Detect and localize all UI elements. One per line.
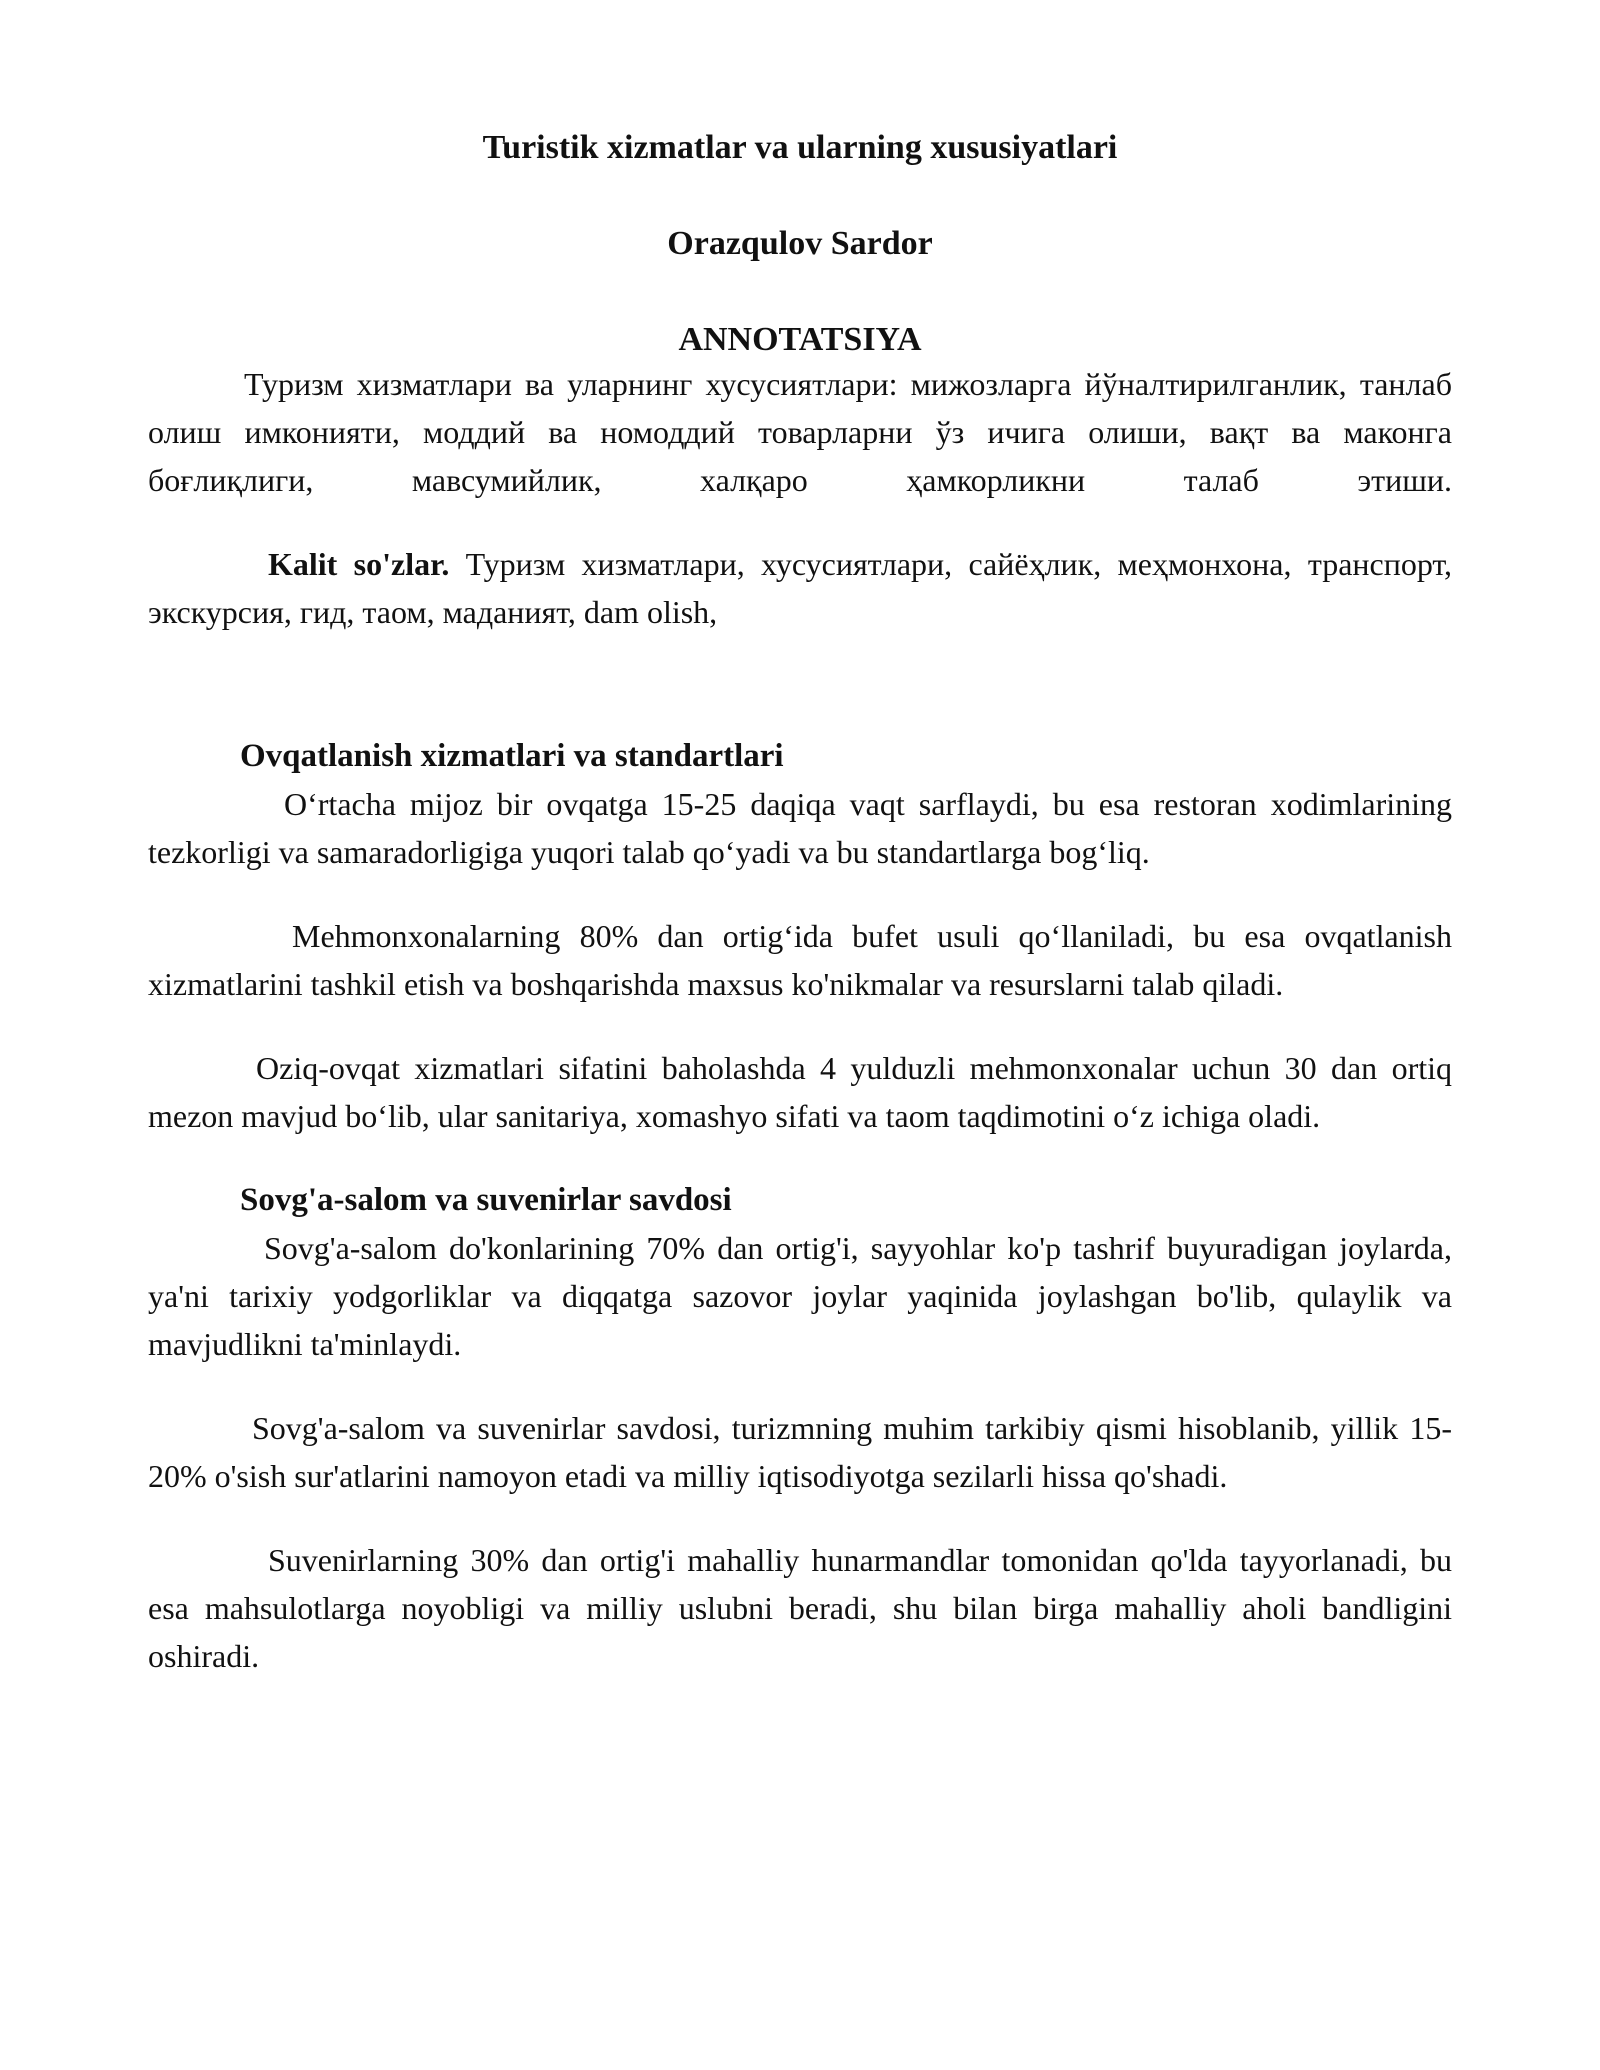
keywords-paragraph xyxy=(148,540,1452,636)
document-title: Turistik xizmatlar va ularning xususiyatlari xyxy=(482,129,1118,166)
paragraph-souvenirs-3: Suvenirlarning 30% dan ortig'i mahalliy hunarmandlar tomonidan qo'lda tayyorlanadi, bu esa mahsulotlarga noyobligi va milliy uslubni beradi, shu bilan birga mahalliy aholi bandligini oshiradi. xyxy=(148,1542,1452,1674)
paragraph-souvenirs-2: Sovg'a-salom va suvenirlar savdosi, turizmning muhim tarkibiy qismi hisoblanib, yillik 15-20% o'sish sur'atlarini namoyon etadi va milliy iqtisodiyotga sezilarli hissa qo'shadi. xyxy=(148,1410,1452,1494)
section-heading-souvenirs: Sovg'a-salom va suvenirlar savdosi xyxy=(240,1182,732,1218)
annotation-text: Туризм хизматлари ва уларнинг хусусиятлари: мижозларга йўналтирилганлик, танлаб олиш имконияти, моддий ва номоддий товарларни ўз ичига олиши, вақт ва маконга боғлиқлиги, мавсумийлик, халқаро ҳамкорликни талаб этиши. xyxy=(148,366,1452,498)
paragraph-catering-3: Oziq-ovqat xizmatlari sifatini baholashda 4 yulduzli mehmonxonalar uchun 30 dan ortiq mezon mavjud bo‘lib, ular sanitariya, xomashyo sifati va taom taqdimotini o‘z ichiga oladi. xyxy=(148,1050,1452,1134)
paragraph-catering-2: Mehmonxonalarning 80% dan ortig‘ida bufet usuli qo‘llaniladi, bu esa ovqatlanish xizmatlarini tashkil etish va boshqarishda maxsus ko'nikmalar va resurslarni talab qiladi. xyxy=(148,918,1452,1002)
section-heading-catering: Ovqatlanish xizmatlari va standartlari xyxy=(240,738,784,774)
author-name: Orazqulov Sardor xyxy=(667,225,933,262)
paragraph-souvenirs-1: Sovg'a-salom do'konlarining 70% dan ortig'i, sayyohlar ko'p tashrif buyuradigan joylarda, ya'ni tarixiy yodgorliklar va diqqatga sazovor joylar yaqinida joylashgan bo'lib, qulaylik va mavjudlikni ta'minlaydi. xyxy=(148,1230,1452,1362)
paragraph-catering-1: O‘rtacha mijoz bir ovqatga 15-25 daqiqa vaqt sarflaydi, bu esa restoran xodimlarining tezkorligi va samaradorligiga yuqori talab qo‘yadi va bu standartlarga bog‘liq. xyxy=(148,786,1452,870)
annotation-heading: ANNOTATSIYA xyxy=(678,321,922,358)
document-page xyxy=(148,128,1452,1716)
keywords-label: Kalit so'zlar. xyxy=(268,546,450,582)
keywords-text: Туризм хизматлари, хусусиятлари, сайёҳлик, меҳмонхона, транспорт, экскурсия, гид, таом, маданият, dam olish, xyxy=(148,546,1453,630)
